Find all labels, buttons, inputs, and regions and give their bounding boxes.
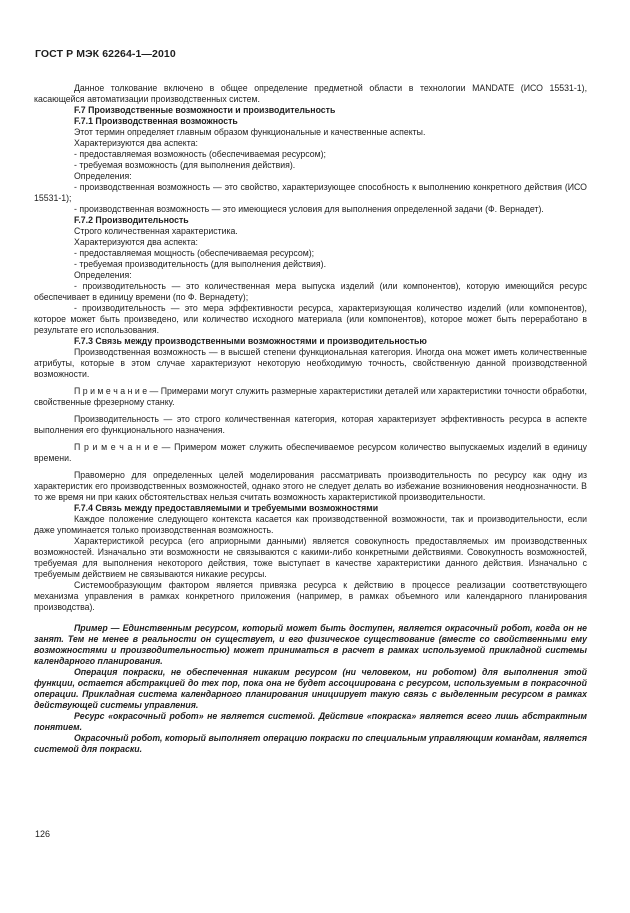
paragraph: Характеризуются два аспекта:: [74, 237, 198, 247]
section-heading: F.7 Производственные возможности и производительность: [74, 105, 336, 115]
subsection-heading: F.7.2 Производительность: [74, 215, 189, 225]
list-item: - предоставляемая мощность (обеспечиваемая ресурсом);: [74, 248, 315, 258]
note: П р и м е ч а н и е — Примерами могут служить размерные характеристики деталей или характеристики точности обработки, свойственные фрезерному станку.: [34, 386, 587, 407]
list-item: - требуемая возможность (для выполнения действия).: [74, 160, 296, 170]
subsection-heading: F.7.1 Производственная возможность: [74, 116, 238, 126]
list-item: - требуемая производительность (для выполнения действия).: [74, 259, 327, 269]
paragraph: Характеристикой ресурса (его априорными данными) является совокупность предоставляемых им производственных возможностей. Изначально эти возможности не связываются с какими-либо конкретными действиями. Совокупность возможностей, требуемая для выполнения некоторого действия, тоже выступает в качестве характеристики данного действия. Изначально с требуемым действием не связываются никакие ресурсы.: [34, 536, 587, 579]
example-paragraph: Операция покраски, не обеспеченная никаким ресурсом (ни человеком, ни роботом) для выполнения этой функции, остается абстракцией до тех пор, пока она не будет ассоциирована с ресурсом, используемым в покрасочной операции. Прикладная система календарного планирования инициирует такую связь с выделенным ресурсом в рамках действующей системы управления.: [34, 667, 587, 710]
paragraph: Производственная возможность — в высшей степени функциональная категория. Иногда она может иметь количественные атрибуты, которые в этом случае характеризуют некоторую необходимую точность, свойственную данной производственной возможности.: [34, 347, 587, 379]
note: П р и м е ч а н и е — Примером может служить обеспечиваемое ресурсом количество выпускаемых изделий в единицу времени.: [34, 442, 587, 463]
list-item: - производительность — это количественная мера выпуска изделий (или компонентов), которую имеющийся ресурс обеспечивает в единицу времени (по Ф. Вернадету);: [34, 281, 587, 302]
paragraph: Этот термин определяет главным образом функциональные и качественные аспекты.: [74, 127, 426, 137]
list-item: - производственная возможность — это свойство, характеризующее способность к выполнению конкретного действия (ИСО 15531-1);: [34, 182, 587, 203]
paragraph: Данное толкование включено в общее определение предметной области в технологии MANDATE (ИСО 15531-1), касающейся автоматизации производственных систем.: [34, 83, 587, 104]
paragraph: Характеризуются два аспекта:: [74, 138, 198, 148]
list-item: - предоставляемая возможность (обеспечиваемая ресурсом);: [74, 149, 326, 159]
document-body: [34, 83, 587, 755]
list-item: - производительность — это мера эффективности ресурса, характеризующая количество изделий (или компонентов), которое может быть произведено, или количество исходного материала (или компонентов), которое может быть переработано в результате его использования.: [34, 303, 587, 335]
paragraph: Правомерно для определенных целей моделирования рассматривать производительность по ресурсу как одну из характеристик его производственных возможностей, однако этого не следует делать во избежание возникновения неоднозначности. В то же время ни при каких обстоятельствах нельзя считать возможность характеристикой производительности.: [34, 470, 587, 502]
page-number: 126: [35, 829, 51, 839]
paragraph: Каждое положение следующего контекста касается как производственной возможности, так и производительности, если даже упоминается только производственная возможность.: [34, 514, 587, 535]
paragraph: Определения:: [74, 171, 132, 181]
document-header: ГОСТ Р МЭК 62264-1—2010: [35, 48, 176, 60]
example-paragraph: Окрасочный робот, который выполняет операцию покраски по специальным управляющим командам, является системой для покраски.: [34, 733, 587, 754]
subsection-heading: F.7.3 Связь между производственными возможностями и производительностью: [74, 336, 427, 346]
subsection-heading: F.7.4 Связь между предоставляемыми и требуемыми возможностями: [74, 503, 379, 513]
paragraph: Производительность — это строго количественная категория, которая характеризует эффективность ресурса в аспекте выполнения его функционального назначения.: [34, 414, 587, 435]
paragraph: Системообразующим фактором является привязка ресурса к действию в процессе реализации соответствующего механизма управления в рамках конкретного приложения (например, в рамках объемного или календарного планирования производства).: [34, 580, 587, 612]
example-paragraph: Пример — Единственным ресурсом, который может быть доступен, является окрасочный робот, когда он не занят. Тем не менее в реальности он существует, и его физическое существование (вместе со свойственными ему возможностями и производительностью) может приниматься в расчет в рамках используемой прикладной системы календарного планирования.: [34, 623, 587, 666]
list-item: - производственная возможность — это имеющиеся условия для выполнения определенной задачи (Ф. Вернадет).: [74, 204, 544, 214]
example-paragraph: Ресурс «окрасочный робот» не является системой. Действие «покраска» является всего лишь абстрактным понятием.: [34, 711, 587, 732]
paragraph: Определения:: [74, 270, 132, 280]
paragraph: Строго количественная характеристика.: [74, 226, 238, 236]
